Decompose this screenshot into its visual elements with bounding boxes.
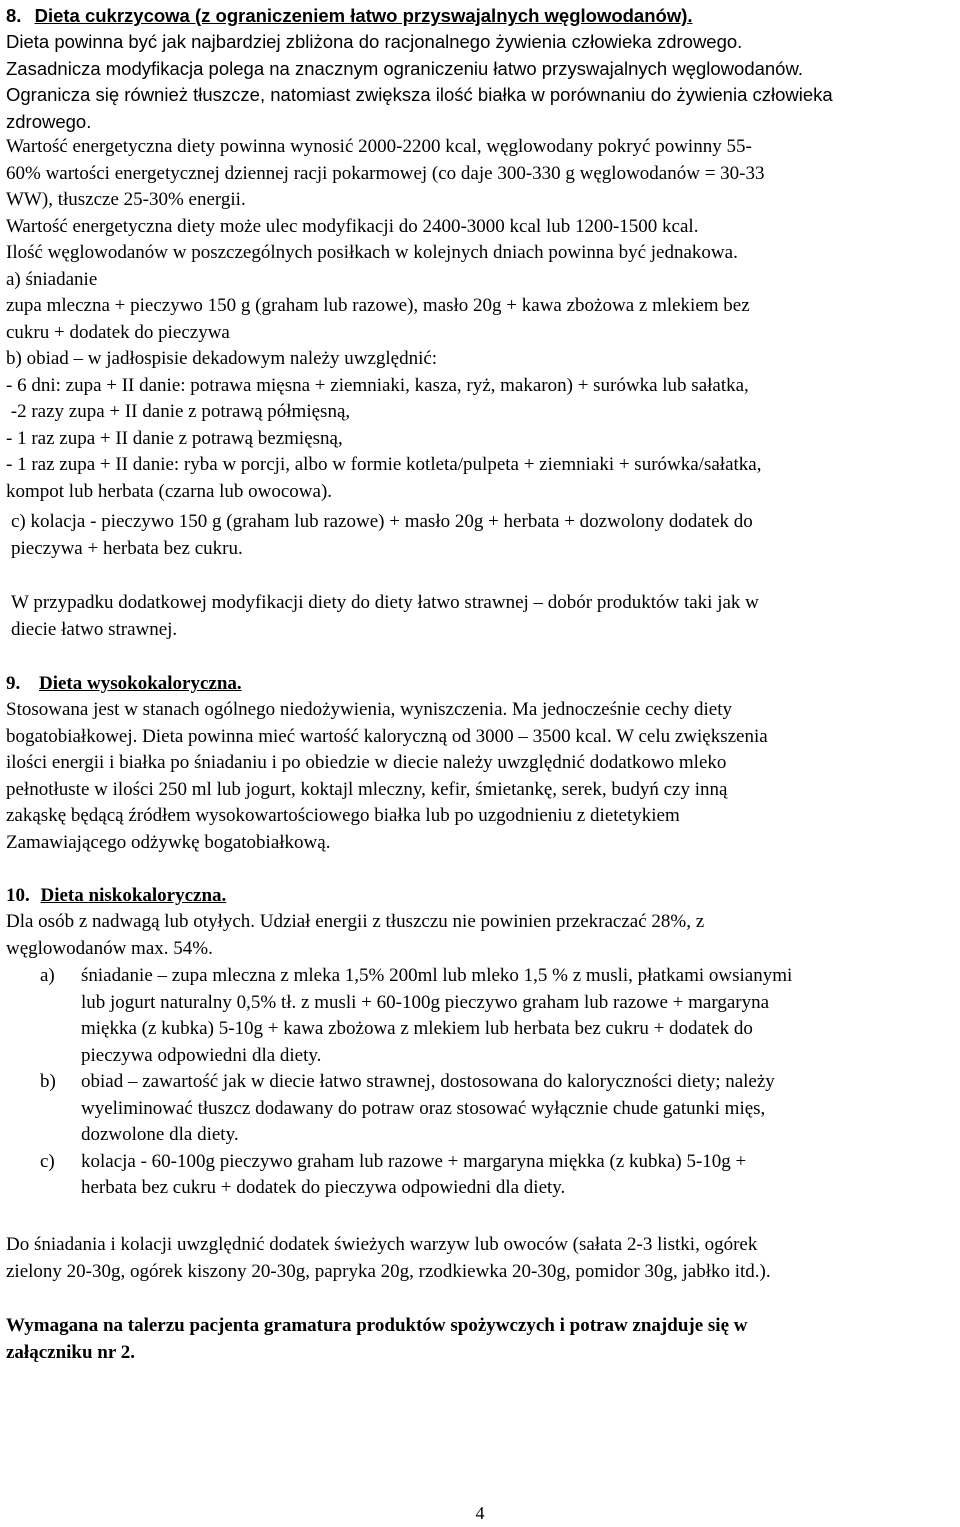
paragraph-line: W przypadku dodatkowej modyfikacji diety do diety łatwo strawnej – dobór produktów taki jak w: [11, 592, 759, 613]
paragraph-line: załączniku nr 2.: [6, 1341, 135, 1363]
paragraph-line: WW), tłuszcze 25-30% energii.: [6, 189, 246, 210]
paragraph-line: Dla osób z nadwagą lub otyłych. Udział energii z tłuszczu nie powinien przekraczać 28%, z: [6, 911, 705, 932]
list-item: [6, 1069, 956, 1149]
paragraph-line: pieczywa + herbata bez cukru.: [11, 537, 243, 559]
page-number: 4: [475, 1503, 485, 1523]
paragraph-line: dozwolone dla diety.: [81, 1124, 239, 1145]
paragraph-line: lub jogurt naturalny 0,5% tł. z musli + 60-100g pieczywo graham lub razowe + margaryna: [81, 991, 770, 1013]
paragraph-line: 60% wartości energetycznej dziennej racji pokarmowej (co daje 300-330 g węglowodanów = 30-33: [6, 162, 765, 184]
section-8-title: Dieta cukrzycowa (z ograniczeniem łatwo przyswajalnych węglowodanów).: [34, 5, 693, 26]
section-10-title: Dieta niskokaloryczna.: [40, 885, 227, 906]
section-9-title: Dieta wysokokaloryczna.: [39, 673, 242, 694]
paragraph-line: kolacja - 60-100g pieczywo graham lub razowe + margaryna miękka (z kubka) 5-10g +: [81, 1150, 747, 1172]
paragraph-line: Wartość energetyczna diety może ulec modyfikacji do 2400-3000 kcal lub 1200-1500 kcal.: [6, 215, 699, 237]
section-8-energy: [6, 134, 956, 505]
list-label: b): [40, 1071, 56, 1092]
paragraph-line: Dieta powinna być jak najbardziej zbliżona do racjonalnego żywienia człowieka zdrowego.: [6, 31, 743, 52]
section-9-body: [6, 697, 956, 856]
list-item: [6, 963, 956, 1069]
paragraph-line: - 1 raz zupa + II danie: ryba w porcji, albo w formie kotleta/pulpeta + ziemniaki + surówka/sałatka,: [6, 454, 762, 475]
paragraph-line: - 1 raz zupa + II danie z potrawą bezmięsną,: [6, 427, 343, 449]
paragraph-line: pieczywa odpowiedni dla diety.: [81, 1044, 322, 1066]
paragraph-line: kompot lub herbata (czarna lub owocowa).: [6, 480, 333, 502]
section-10-intro: [6, 909, 956, 962]
section-9-heading: [6, 671, 956, 698]
section-10-number: 10.: [6, 885, 30, 906]
paragraph-line: - 6 dni: zupa + II danie: potrawa mięsna + ziemniaki, kasza, ryż, makaron) + surówka lub sałatka,: [6, 374, 749, 396]
paragraph-line: Wartość energetyczna diety powinna wynosić 2000-2200 kcal, węglowodany pokryć powinny 55-: [6, 136, 752, 157]
paragraph-line: cukru + dodatek do pieczywa: [6, 321, 230, 343]
paragraph-line: obiad – zawartość jak w diecie łatwo strawnej, dostosowana do kaloryczności diety; należy: [81, 1071, 775, 1092]
paragraph-line: bogatobiałkowej. Dieta powinna mieć wartość kaloryczną od 3000 – 3500 kcal. W celu zwiększenia: [6, 725, 768, 747]
section-8-number: 8.: [6, 5, 22, 26]
paragraph-line: węglowodanów max. 54%.: [6, 937, 213, 959]
section-10-addition: [6, 1232, 956, 1285]
paragraph-line: a) śniadanie: [6, 268, 98, 290]
section-8-easy-note: [6, 590, 960, 643]
paragraph-line: Do śniadania i kolacji uwzględnić dodatek świeżych warzyw lub owoców (sałata 2-3 listki, ogórek: [6, 1234, 758, 1255]
paragraph-line: zielony 20-30g, ogórek kiszony 20-30g, papryka 20g, rzodkiewka 20-30g, pomidor 30g, jabłko itd.).: [6, 1260, 771, 1282]
paragraph-line: Ogranicza się również tłuszcze, natomiast zwiększa ilość białka w porównaniu do żywienia człowieka: [6, 84, 833, 105]
paragraph-line: wyeliminować tłuszcz dodawany do potraw oraz stosować wyłącznie chude gatunki mięs,: [81, 1097, 766, 1119]
paragraph-line: Zamawiającego odżywkę bogatobiałkową.: [6, 831, 331, 853]
paragraph-line: diecie łatwo strawnej.: [11, 618, 178, 640]
paragraph-line: Wymagana na talerzu pacjenta gramatura produktów spożywczych i potraw znajduje się w: [6, 1315, 748, 1336]
list-item: [6, 1149, 956, 1202]
list-label: a): [40, 965, 55, 986]
paragraph-line: miękka (z kubka) 5-10g + kawa zbożowa z mlekiem lub herbata bez cukru + dodatek do: [81, 1018, 753, 1039]
paragraph-line: Zasadnicza modyfikacja polega na znacznym ograniczeniu łatwo przyswajalnych węglowodanów.: [6, 57, 803, 79]
section-10-heading: [6, 883, 956, 910]
section-10-closing: [6, 1313, 956, 1366]
paragraph-line: zupa mleczna + pieczywo 150 g (graham lub razowe), masło 20g + kawa zbożowa z mlekiem bez: [6, 295, 750, 316]
paragraph-line: herbata bez cukru + dodatek do pieczywa odpowiedni dla diety.: [81, 1177, 566, 1198]
paragraph-line: zakąskę będącą źródłem wysokowartościowego białka lub po uzgodnieniu z dietetykiem: [6, 805, 680, 826]
paragraph-line: b) obiad – w jadłospisie dekadowym należy uwzględnić:: [6, 348, 438, 369]
paragraph-line: pełnotłuste w ilości 250 ml lub jogurt, koktajl mleczny, kefir, śmietankę, serek, budyń czy inną: [6, 778, 728, 800]
paragraph-line: ilości energii i białka po śniadaniu i po obiedzie w diecie należy uwzględnić dodatkowo mleko: [6, 752, 727, 773]
section-9-number: 9.: [6, 673, 21, 694]
section-8-intro: [6, 29, 956, 135]
paragraph-line: zdrowego.: [6, 110, 92, 132]
paragraph-line: Stosowana jest w stanach ogólnego niedożywienia, wyniszczenia. Ma jednocześnie cechy diety: [6, 699, 732, 720]
paragraph-line: Ilość węglowodanów w poszczególnych posiłkach w kolejnych dniach powinna być jednakowa.: [6, 242, 738, 263]
paragraph-line: -2 razy zupa + II danie z potrawą półmięsną,: [6, 401, 351, 422]
paragraph-line: śniadanie – zupa mleczna z mleka 1,5% 200ml lub mleko 1,5 % z musli, płatkami owsianymi: [81, 965, 793, 986]
list-label: c): [40, 1150, 55, 1172]
section-10-list: [6, 963, 956, 1202]
paragraph-line: c) kolacja - pieczywo 150 g (graham lub razowe) + masło 20g + herbata + dozwolony dodatek do: [11, 511, 753, 532]
section-8-heading: [6, 3, 693, 30]
section-8-kolacja: [6, 509, 960, 562]
